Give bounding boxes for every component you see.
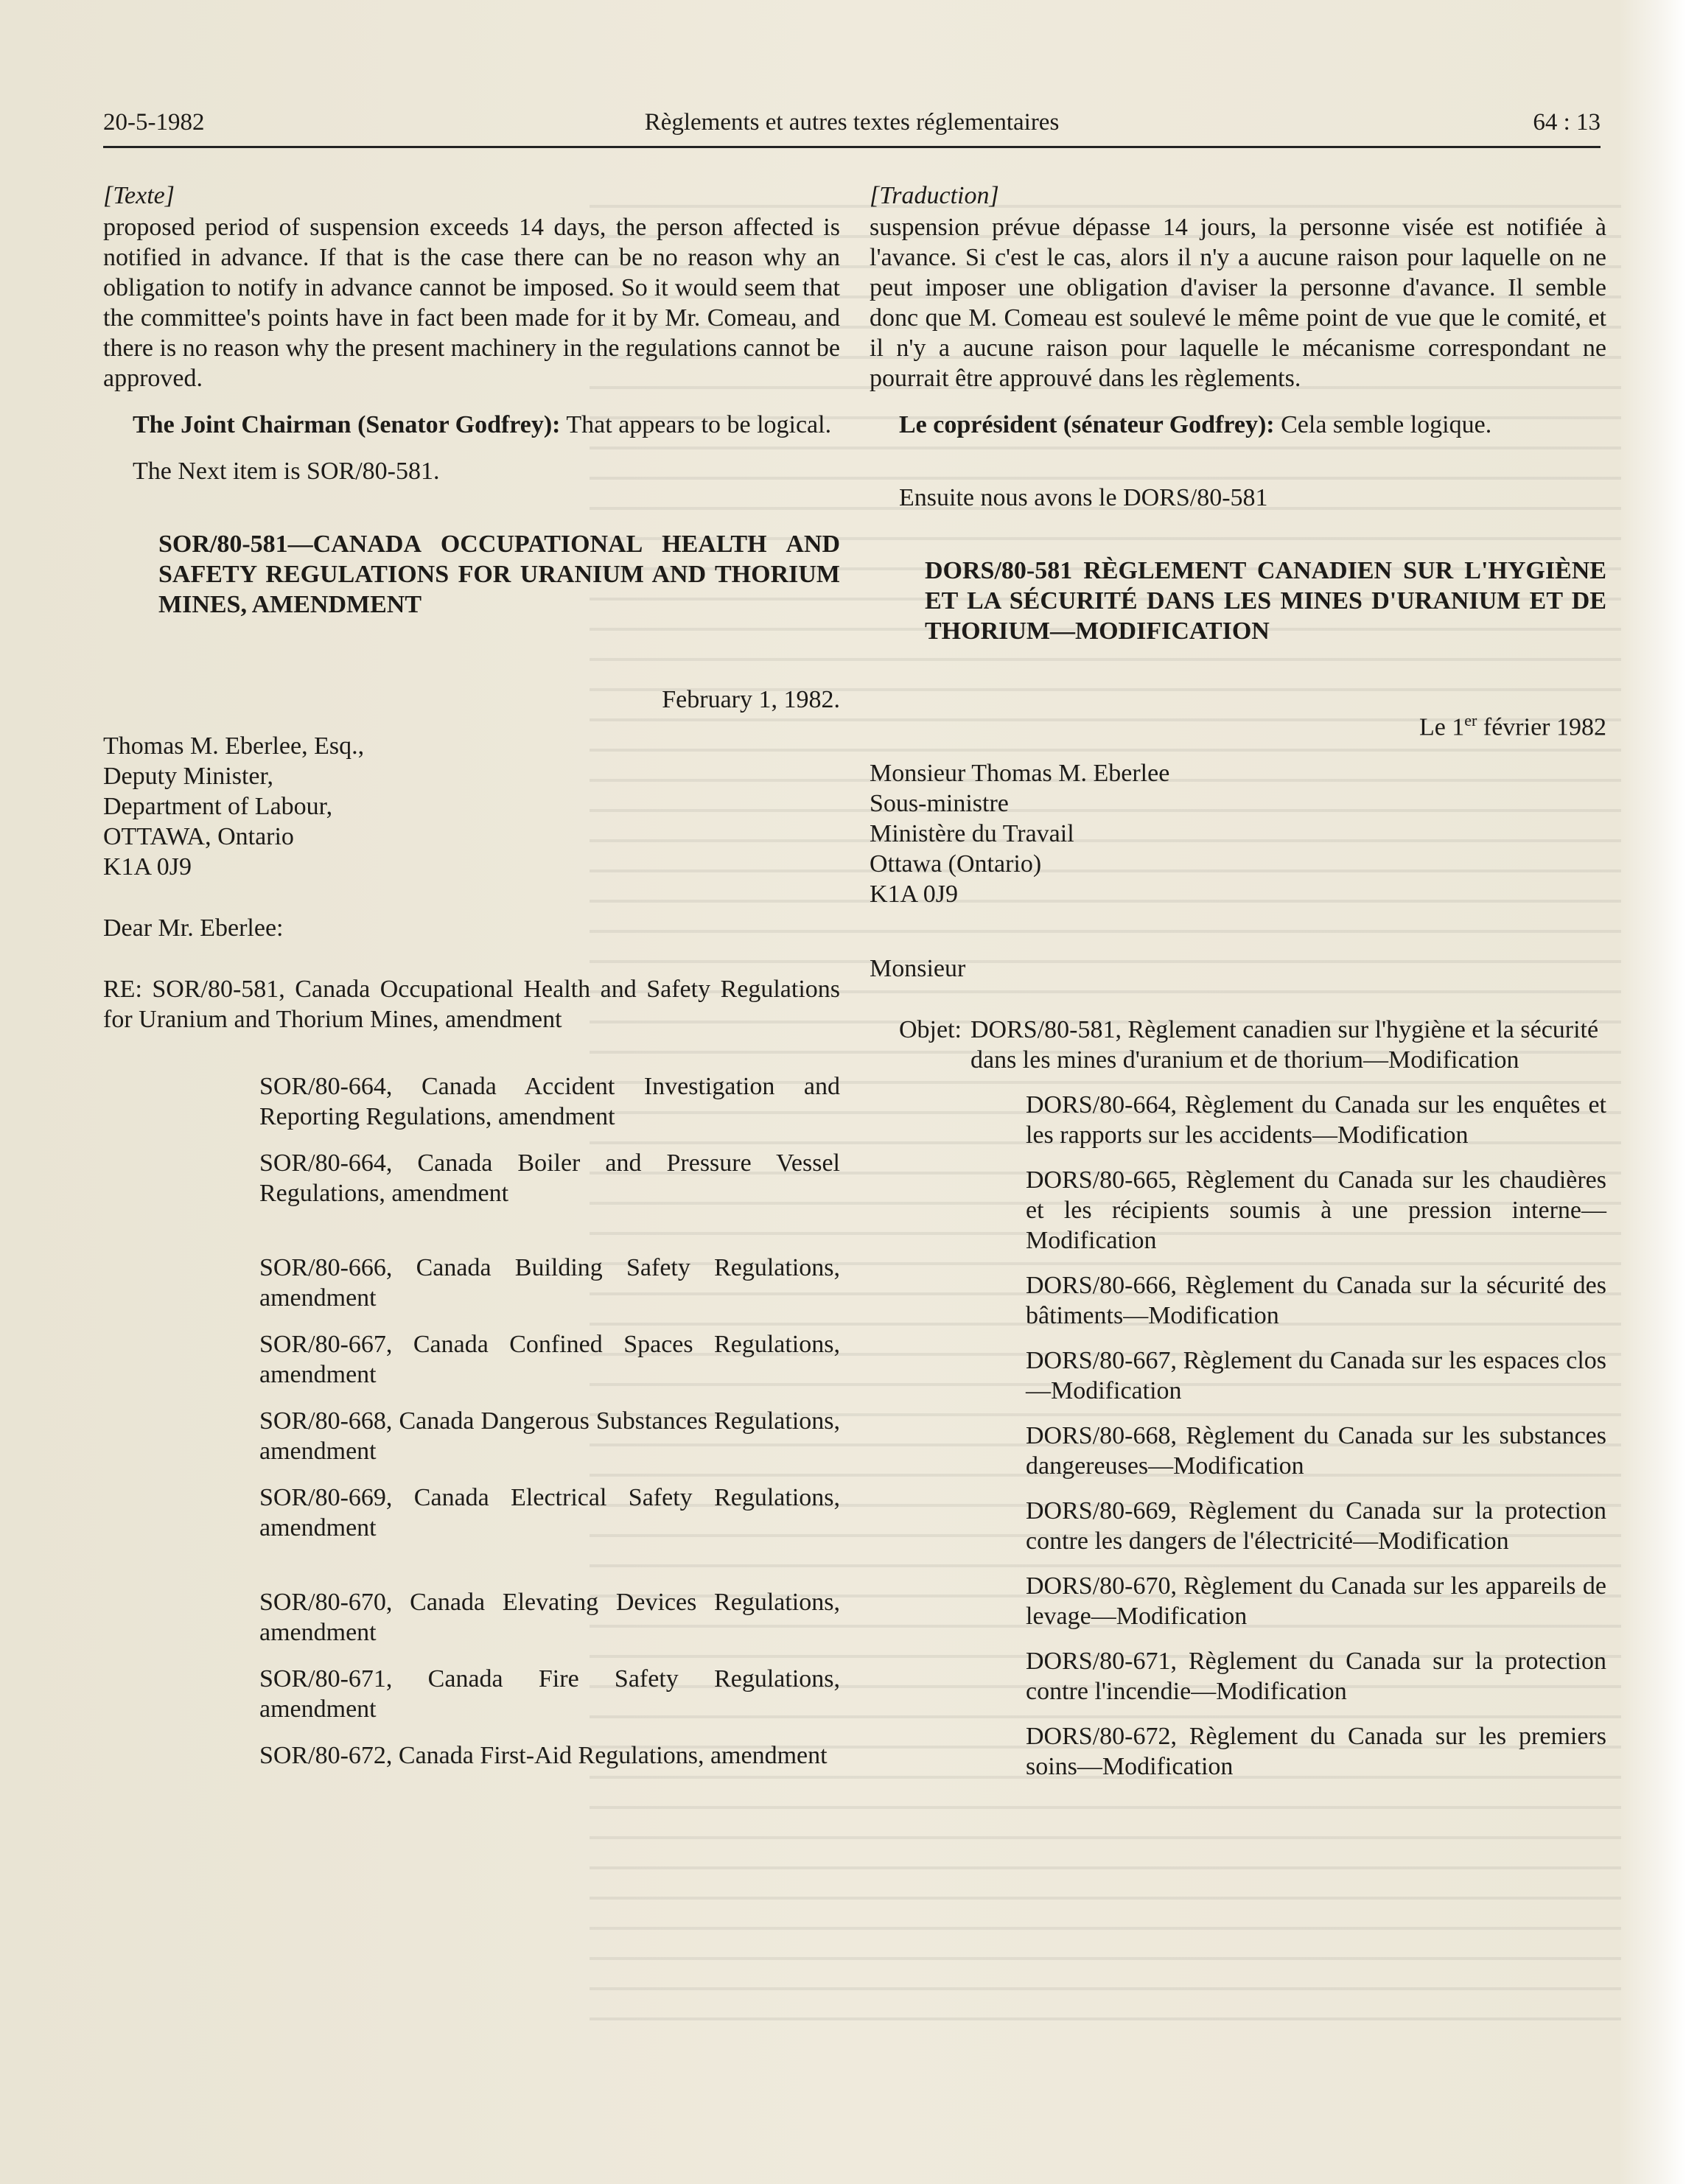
next-item: The Next item is SOR/80-581. <box>133 458 440 485</box>
address-line: OTTAWA, Ontario <box>103 823 294 850</box>
speaker-paragraph <box>103 410 840 440</box>
regulation-item: DORS/80-666, Règlement du Canada sur la sécurité des bâtiments—Modification <box>1026 1272 1606 1330</box>
speaker-name: The Joint Chairman (Senator Godfrey): <box>133 411 561 438</box>
regulation-item: SOR/80-670, Canada Elevating Devices Regulations, amendment <box>259 1589 840 1646</box>
paragraph-1: suspension prévue dépasse 14 jours, la personne visée est notifiée à l'avance. Si c'est le cas, alors il n'y a aucune raison pour laquelle on ne peut imposer une obligation d'aviser la personne d'avance. Il semble donc que M. Comeau est soulevé le même point de vue que le comité, et il n'y a aucune raison pour laquelle le mécanisme correspondant ne pourrait être approuvé dans les règlements. <box>870 214 1606 392</box>
address-line: Ottawa (Ontario) <box>870 850 1042 878</box>
regulation-item: DORS/80-667, Règlement du Canada sur les espaces clos—Modification <box>1026 1347 1606 1405</box>
objet-line <box>899 1015 1606 1075</box>
translation-tag: [Traduction] <box>870 182 999 209</box>
column-french <box>870 181 1606 1782</box>
regulation-item: SOR/80-671, Canada Fire Safety Regulations, amendment <box>259 1665 840 1723</box>
speaker-paragraph <box>870 410 1606 440</box>
regulation-item: DORS/80-672, Règlement du Canada sur les premiers soins—Modification <box>1026 1723 1606 1781</box>
address-block <box>103 731 840 882</box>
header-date: 20-5-1982 <box>103 109 205 136</box>
objet-label: Objet: <box>899 1016 962 1044</box>
section-heading: SOR/80-581—CANADA OCCUPATIONAL HEALTH AND SAFETY REGULATIONS FOR URANIUM AND THORIUM MINES, AMENDMENT <box>158 531 840 618</box>
regulation-item: SOR/80-666, Canada Building Safety Regulations, amendment <box>259 1254 840 1312</box>
objet-text: DORS/80-581, Règlement canadien sur l'hygiène et la sécurité dans les mines d'uranium et de thorium—Modification <box>970 1016 1599 1074</box>
address-line: Monsieur Thomas M. Eberlee <box>870 760 1170 788</box>
regulation-item: DORS/80-670, Règlement du Canada sur les appareils de levage—Modification <box>1026 1572 1606 1631</box>
regulation-item: DORS/80-665, Règlement du Canada sur les chaudières et les récipients soumis à une pression interne—Modification <box>1026 1166 1606 1255</box>
column-english <box>103 181 840 1771</box>
regulation-item: SOR/80-667, Canada Confined Spaces Regulations, amendment <box>259 1331 840 1388</box>
salutation: Dear Mr. Eberlee: <box>103 914 284 942</box>
regulation-item: DORS/80-671, Règlement du Canada sur la protection contre l'incendie—Modification <box>1026 1648 1606 1706</box>
letter-date-day: Le 1 <box>1419 713 1465 741</box>
regulation-item: SOR/80-672, Canada First-Aid Regulations, amendment <box>259 1742 828 1769</box>
re-line: RE: SOR/80-581, Canada Occupational Health and Safety Regulations for Uranium and Thorium Mines, amendment <box>103 976 840 1033</box>
letter-date-ordinal: er <box>1464 711 1477 729</box>
regulation-item: DORS/80-669, Règlement du Canada sur la protection contre les dangers de l'électricité—Modification <box>1026 1497 1606 1555</box>
speaker-text: That appears to be logical. <box>560 411 832 438</box>
regulation-item: DORS/80-664, Règlement du Canada sur les enquêtes et les rapports sur les accidents—Modification <box>1026 1091 1606 1149</box>
letter-date: February 1, 1982. <box>662 686 840 713</box>
address-block <box>870 758 1606 909</box>
regulation-item: SOR/80-664, Canada Boiler and Pressure Vessel Regulations, amendment <box>259 1149 840 1207</box>
next-item: Ensuite nous avons le DORS/80-581 <box>899 484 1268 511</box>
address-line: Deputy Minister, <box>103 763 273 790</box>
section-heading: DORS/80-581 RÈGLEMENT CANADIEN SUR L'HYGIÈNE ET LA SÉCURITÉ DANS LES MINES D'URANIUM ET DE THORIUM—MODIFICATION <box>925 557 1606 645</box>
text-tag: [Texte] <box>103 182 175 209</box>
letter-date <box>870 705 1606 742</box>
address-line: Department of Labour, <box>103 793 333 820</box>
page-header <box>103 103 1601 148</box>
address-line: K1A 0J9 <box>103 853 192 881</box>
address-line: Sous-ministre <box>870 790 1009 818</box>
regulation-item: SOR/80-664, Canada Accident Investigation and Reporting Regulations, amendment <box>259 1073 840 1130</box>
header-page-number: 64 : 13 <box>1533 109 1601 136</box>
regulation-item: SOR/80-669, Canada Electrical Safety Regulations, amendment <box>259 1484 840 1541</box>
address-line: K1A 0J9 <box>870 881 958 909</box>
paragraph-1: proposed period of suspension exceeds 14 days, the person affected is notified in advance. If that is the case there can be no reason why an obligation to notify in advance cannot be imposed. So it would seem that the committee's points have in fact been made for it by Mr. Comeau, and there is no reason why the present machinery in the regulations cannot be approved. <box>103 214 840 392</box>
address-line: Ministère du Travail <box>870 820 1074 848</box>
regulation-item: DORS/80-668, Règlement du Canada sur les substances dangereuses—Modification <box>1026 1422 1606 1480</box>
regulation-item: SOR/80-668, Canada Dangerous Substances Regulations, amendment <box>259 1407 840 1465</box>
speaker-text: Cela semble logique. <box>1274 411 1492 438</box>
header-title: Règlements et autres textes réglementaires <box>644 109 1060 136</box>
salutation: Monsieur <box>870 955 966 983</box>
letter-date-month-year: février 1982 <box>1477 713 1606 741</box>
address-line: Thomas M. Eberlee, Esq., <box>103 732 365 760</box>
speaker-name: Le coprésident (sénateur Godfrey): <box>899 411 1275 438</box>
